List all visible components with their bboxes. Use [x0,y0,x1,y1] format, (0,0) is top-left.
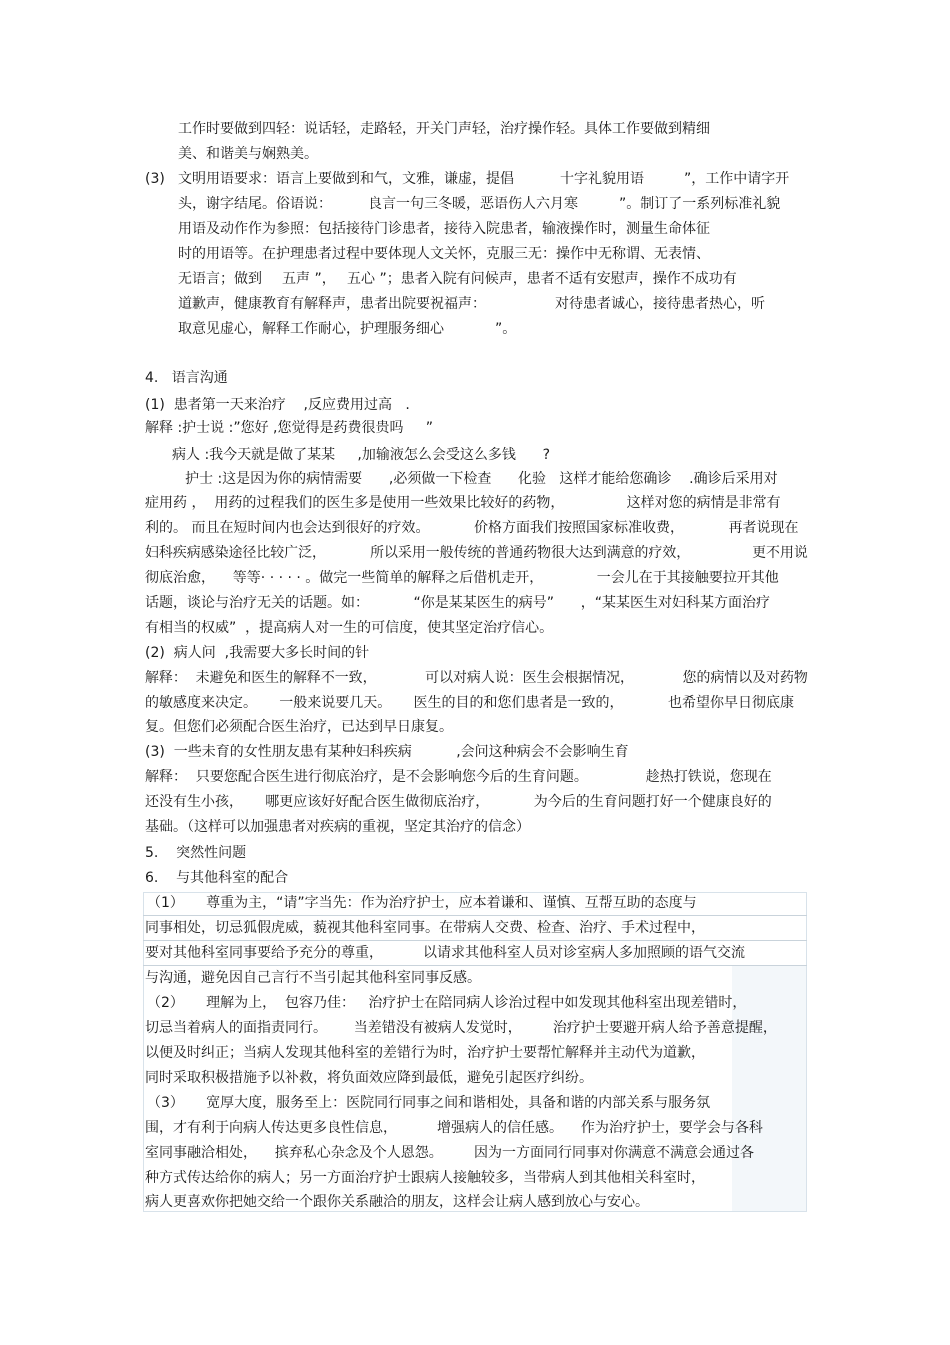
table-line: 室同事融洽相处， 摈弃私心杂念及个人恩怨。 因为一方面同行同事对你满意不满意会通过各 [145,1145,754,1161]
paragraph-line: 护士 :这是因为你的病情需要 ,必须做一下检查 化验 这样才能给您确诊 .确诊后采用对 [185,471,778,487]
paragraph-line: 解释 :护士说 :”您好 ,您觉得是药费很贵吗 ” [145,420,433,436]
paragraph-line: 工作时要做到四轻：说话轻，走路轻，开关门声轻，治疗操作轻。具体工作要做到精细 [178,121,710,137]
table-line: 切忌当着病人的面指责同行。 当差错没有被病人发觉时， 治疗护士要避开病人给予善意提醒， [145,1020,777,1036]
paragraph-line: 五心 ”；患者入院有问候声，患者不适有安慰声，操作不成功有 [347,271,737,287]
paragraph-line: 妇科疾病感染途径比较广泛， 所以采用一般传统的普通药物很大达到满意的疗效， 更不用说 [145,545,808,561]
paragraph-line: 时的用语等。在护理患者过程中要体现人文关怀，克服三无：操作中无称谓、无表情、 [178,246,710,262]
table-line: （3） 宽厚大度，服务至上：医院同行同事之间和谐相处，具备和谐的内部关系与服务氛 [147,1095,711,1111]
question-line: (2) 病人问 ,我需要大多长时间的针 [145,645,370,661]
paragraph-line: 还没有生小孩， 哪更应该好好配合医生做彻底治疗， 为今后的生育问题打好一个健康良好的 [145,794,772,810]
paragraph-line: 取意见虚心，解释工作耐心，护理服务细心 [178,321,444,337]
paragraph-line: 用语及动作作为参照：包括接待门诊患者，接待入院患者，输液操作时，测量生命体征 [178,221,710,237]
paragraph-line: 彻底治愈， 等等· · · · · 。做完一些简单的解释之后借机走开， 一会儿在于其接触要拉开其他 [145,570,779,586]
paragraph-line: ”，工作中请字开 [684,171,790,187]
paragraph-line: 美、和谐美与娴熟美。 [178,146,318,162]
paragraph-line: 良言一句三冬暖，恶语伤人六月寒 [368,196,578,212]
table-line: 病人更喜欢你把她交给一个跟你关系融洽的朋友，这样会让病人感到放心与安心。 [145,1194,649,1210]
table-divider [143,940,807,941]
paragraph-line: ”。 [495,321,517,337]
item-number: (3) [145,171,165,187]
question-line: (3) 一些未育的女性朋友患有某种妇科疾病 ,会问这种病会不会影响生育 [145,744,629,760]
paragraph-line: 症用药 ， 用药的过程我们的医生多是使用一些效果比较好的药物， 这样对您的病情是非常有 [145,495,781,511]
table-line: 同时采取积极措施予以补救，将负面效应降到最低，避免引起医疗纠纷。 [145,1070,593,1086]
paragraph-line: 解释： 未避免和医生的解释不一致， 可以对病人说：医生会根据情况， 您的病情以及对药物 [145,670,808,686]
question-line: (1) 患者第一天来治疗 ,反应费用过高 . [145,397,410,413]
table-line: 与沟通，避免因自己言行不当引起其他科室同事反感。 [145,970,481,986]
paragraph-line: 有相当的权威” ，提高病人对一生的可信度，使其坚定治疗信心。 [145,620,554,636]
table-line: 以便及时纠正；当病人发现其他科室的差错行为时，治疗护士要帮忙解释并主动代为道歉， [145,1045,705,1061]
table-line: （1） 尊重为主，“请”字当先：作为治疗护士，应本着谦和、谨慎、互帮互助的态度与 [147,895,697,911]
paragraph-line: 话题，谈论与治疗无关的话题。如： “你是某某医生的病号” ，“某某医生对妇科某方面治疗 [145,595,770,611]
paragraph-line: 十字礼貌用语 [560,171,644,187]
section-heading: 6. 与其他科室的配合 [145,870,289,886]
table-line: 同事相处，切忌狐假虎威，藐视其他科室同事。在带病人交费、检查、治疗、手术过程中， [145,920,705,936]
paragraph-line: 解释： 只要您配合医生进行彻底治疗，是不会影响您今后的生育问题。 趁热打铁说，您现在 [145,769,772,785]
paragraph-line: 复。但您们必须配合医生治疗，已达到早日康复。 [145,719,453,735]
paragraph-line: 头，谢字结尾。俗语说： [178,196,332,212]
table-line: 种方式传达给你的病人；另一方面治疗护士跟病人接触较多，当带病人到其他相关科室时， [145,1170,705,1186]
paragraph-line: 道歉声，健康教育有解释声，患者出院要祝福声： [178,296,486,312]
table-line: 要对其他科室同事要给予充分的尊重， 以请求其他科室人员对诊室病人多加照顾的语气交流 [145,945,746,961]
paragraph-line: ”。制订了一系列标准礼貌 [619,196,781,212]
table-divider [143,915,807,916]
table-line: 围，才有利于向病人传达更多良性信息， 增强病人的信任感。 作为治疗护士，要学会与各科 [145,1120,763,1136]
table-line: （2） 理解为上， 包容乃佳： 治疗护士在陪同病人诊治过程中如发现其他科室出现差错时， [147,995,747,1011]
paragraph-line: 病人 :我今天就是做了某某 ,加输液怎么会受这么多钱 ? [172,447,550,463]
paragraph-line: 利的。 而且在短时间内也会达到很好的疗效。 价格方面我们按照国家标准收费， 再者说现在 [145,520,799,536]
table-divider [143,965,807,966]
paragraph-line: 无语言；做到 [178,271,262,287]
paragraph-line: 文明用语要求：语言上要做到和气，文雅，谦虚，提倡 [178,171,514,187]
paragraph-line: 对待患者诚心，接待患者热心，听 [555,296,765,312]
paragraph-line: 基础。（这样可以加强患者对疾病的重视，坚定其治疗的信念） [145,819,530,835]
section-heading: 4. 语言沟通 [145,370,228,386]
paragraph-line: 的敏感度来决定。 一般来说要几天。 医生的目的和您们患者是一致的， 也希望你早日彻底康 [145,695,795,711]
section-heading: 5. 突然性问题 [145,845,247,861]
paragraph-line: 五声 ”， [282,271,336,287]
